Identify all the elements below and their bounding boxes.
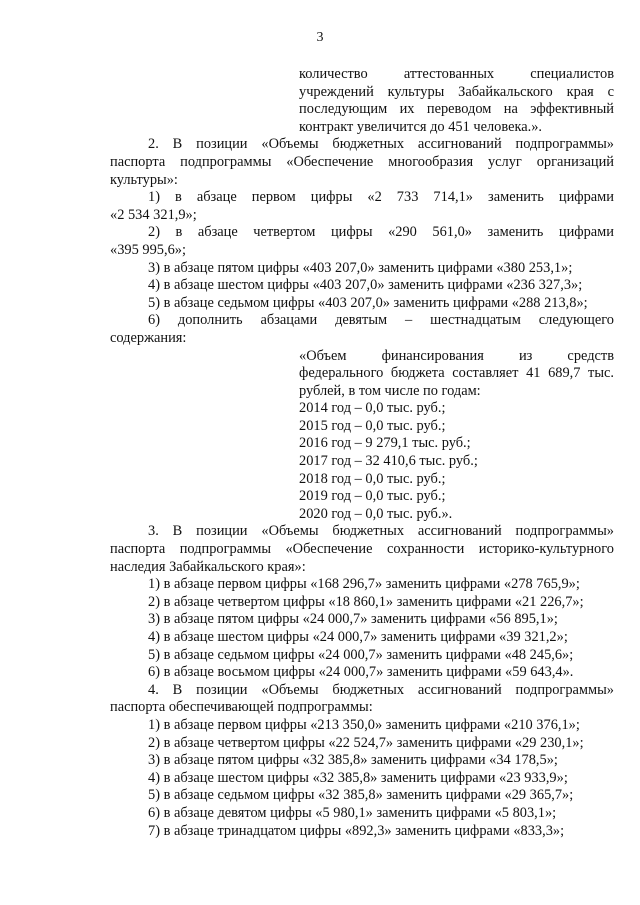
- paragraph-line: 4. В позиции «Объемы бюджетных ассигнований подпрограммы»: [148, 681, 614, 698]
- item-4: [110, 682, 614, 840]
- year-line: 2014 год – 0,0 тыс. руб.;: [299, 400, 446, 417]
- subitem-line: 1) в абзаце первом цифры «213 350,0» заменить цифрами «210 376,1»;: [148, 716, 580, 733]
- paragraph-line: наследия Забайкальского края»:: [110, 558, 306, 575]
- paragraph-line: паспорта подпрограммы «Обеспечение сохранности историко-культурного: [110, 541, 614, 558]
- quote-block-1: [299, 66, 614, 136]
- subitem-line: 4) в абзаце шестом цифры «403 207,0» заменить цифрами «236 327,3»;: [148, 277, 583, 294]
- paragraph-line: культуры»:: [110, 171, 178, 188]
- subitem-line: 1) в абзаце первом цифры «168 296,7» заменить цифрами «278 765,9»;: [148, 576, 580, 593]
- year-line: 2020 год – 0,0 тыс. руб.».: [299, 505, 453, 522]
- paragraph-line: 3. В позиции «Объемы бюджетных ассигнований подпрограммы»: [148, 523, 614, 540]
- subitem-line: 7) в абзаце тринадцатом цифры «892,3» заменить цифрами «833,3»;: [148, 822, 565, 839]
- paragraph-line: 2. В позиции «Объемы бюджетных ассигнований подпрограммы»: [148, 136, 614, 153]
- year-line: 2019 год – 0,0 тыс. руб.;: [299, 488, 446, 505]
- quote-line: контракт увеличится до 451 человека.».: [299, 118, 543, 135]
- quote-block-2: [299, 348, 614, 524]
- subitem-line: 3) в абзаце пятом цифры «32 385,8» заменить цифрами «34 178,5»;: [148, 752, 558, 769]
- subitem-line: 3) в абзаце пятом цифры «24 000,7» заменить цифрами «56 895,1»;: [148, 611, 558, 628]
- subitem-line: 4) в абзаце шестом цифры «24 000,7» заменить цифрами «39 321,2»;: [148, 629, 568, 645]
- quote-line: учреждений культуры Забайкальского края с: [299, 83, 614, 100]
- subitem-line: 6) в абзаце девятом цифры «5 980,1» заменить цифрами «5 803,1»;: [148, 804, 557, 821]
- year-line: 2018 год – 0,0 тыс. руб.;: [299, 470, 446, 487]
- subitem-line: 5) в абзаце седьмом цифры «403 207,0» заменить цифрами «288 213,8»;: [148, 294, 588, 311]
- subitem-line: 2) в абзаце четвертом цифры «18 860,1» заменить цифрами «21 226,7»;: [148, 593, 584, 610]
- item-2: [110, 136, 614, 347]
- subitem-line: 5) в абзаце седьмом цифры «32 385,8» заменить цифрами «29 365,7»;: [148, 787, 574, 804]
- subitem-line: «2 534 321,9»;: [110, 206, 197, 223]
- year-line: 2016 год – 9 279,1 тыс. руб.;: [299, 435, 471, 452]
- quote-line: федерального бюджета составляет 41 689,7 тыс.: [299, 365, 614, 382]
- subitem-line: 6) в абзаце восьмом цифры «24 000,7» заменить цифрами «59 643,4».: [148, 664, 574, 681]
- item-3: [110, 523, 614, 681]
- subitem-line: 2) в абзаце четвертом цифры «290 561,0» заменить цифрами: [148, 224, 614, 241]
- quote-line: количество аттестованных специалистов: [299, 66, 614, 82]
- year-line: 2015 год – 0,0 тыс. руб.;: [299, 417, 446, 434]
- subitem-line: 4) в абзаце шестом цифры «32 385,8» заменить цифрами «23 933,9»;: [148, 769, 568, 786]
- subitem-line: 6) дополнить абзацами девятым – шестнадцатым следующего: [148, 312, 614, 329]
- quote-line: рублей, в том числе по годам:: [299, 382, 481, 399]
- quote-line: «Объем финансирования из средств: [299, 347, 614, 364]
- subitem-line: 2) в абзаце четвертом цифры «22 524,7» заменить цифрами «29 230,1»;: [148, 734, 584, 751]
- paragraph-line: паспорта подпрограммы «Обеспечение многообразия услуг организаций: [110, 153, 614, 170]
- document-body: [110, 66, 614, 840]
- page-number: 3: [316, 30, 324, 45]
- paragraph-line: паспорта обеспечивающей подпрограммы:: [110, 699, 373, 716]
- quote-line: последующим их переводом на эффективный: [299, 101, 614, 118]
- subitem-line: содержания:: [110, 329, 187, 346]
- subitem-line: 5) в абзаце седьмом цифры «24 000,7» заменить цифрами «48 245,6»;: [148, 646, 574, 663]
- subitem-line: «395 995,6»;: [110, 241, 186, 258]
- subitem-line: 3) в абзаце пятом цифры «403 207,0» заменить цифрами «380 253,1»;: [148, 259, 573, 276]
- year-line: 2017 год – 32 410,6 тыс. руб.;: [299, 453, 478, 470]
- subitem-line: 1) в абзаце первом цифры «2 733 714,1» заменить цифрами: [148, 189, 614, 206]
